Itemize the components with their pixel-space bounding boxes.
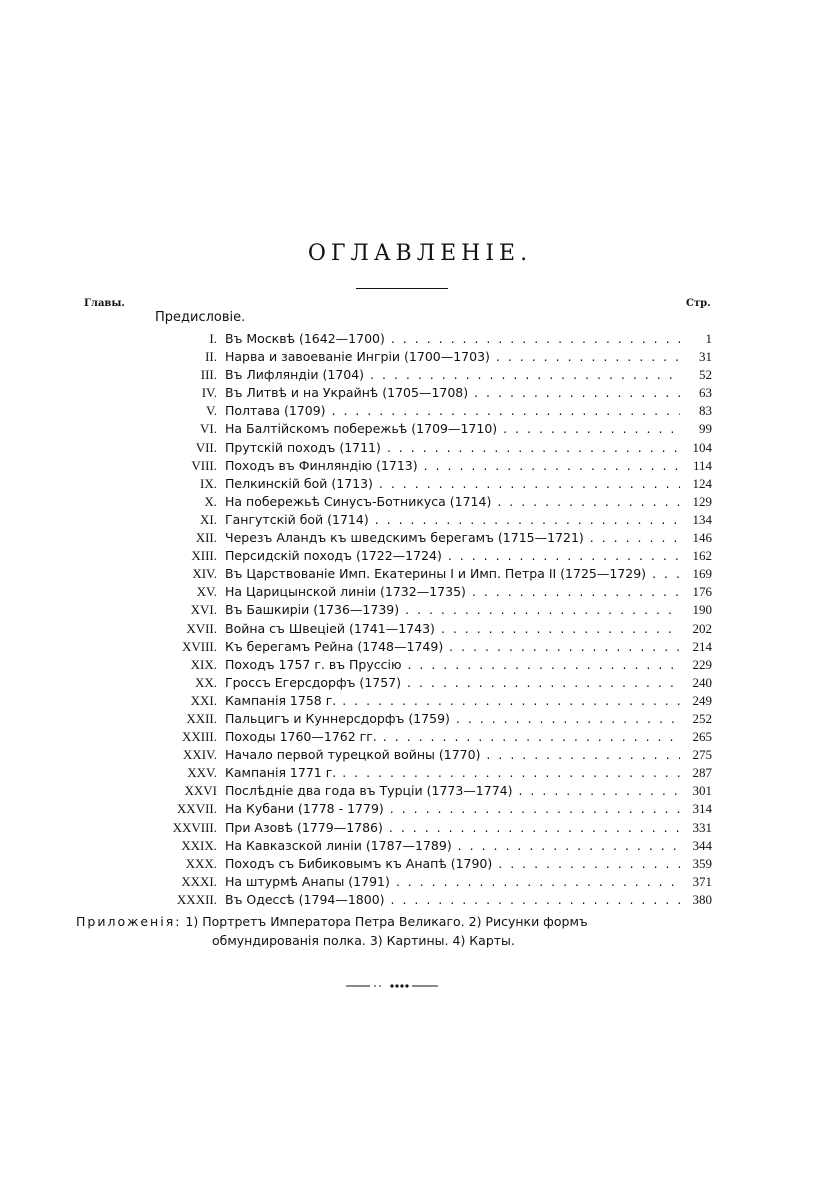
chapter-title: Кампанія 1771 г. . . .: [225, 764, 680, 782]
page-number: 287: [692, 765, 712, 781]
chapter-number: XX.: [194, 674, 217, 690]
chapter-number: II.: [205, 349, 217, 365]
page-number: 99: [699, 421, 712, 437]
chapter-number: XV.: [196, 584, 217, 600]
appendix-lead: Приложенія:: [76, 914, 182, 929]
chapter-number: VI.: [200, 421, 217, 437]
page-number: 83: [699, 403, 712, 419]
chapter-number: XXII.: [186, 710, 217, 726]
chapter-title: Походъ въ Финляндію (1713) . . .: [225, 457, 680, 475]
chapter-number: XVI.: [190, 602, 217, 618]
toc-row: [72, 746, 712, 764]
chapter-number: XIX.: [190, 656, 217, 672]
chapter-number: IX.: [200, 475, 217, 491]
chapter-number: XXXI.: [181, 873, 217, 889]
table-of-contents: [72, 330, 712, 909]
chapter-number: XXVIII.: [172, 819, 217, 835]
toc-row: [72, 674, 712, 692]
toc-row: [72, 601, 712, 619]
page-number: 1: [705, 331, 712, 346]
chapter-title: Гроссъ Егерсдорфъ (1757) . . .: [225, 674, 680, 692]
page-number: 359: [692, 855, 712, 871]
page-number: 252: [692, 710, 712, 726]
chapter-number: XIII.: [191, 548, 217, 564]
chapter-number: XVIII.: [181, 638, 217, 654]
chapter-number: XIV.: [192, 566, 217, 582]
toc-row: [72, 855, 712, 873]
toc-row: [72, 330, 712, 348]
page-number: 146: [692, 530, 712, 546]
appendix-note: [76, 912, 716, 950]
toc-row: [72, 891, 712, 909]
page-number: 134: [692, 511, 712, 527]
chapter-title: Пальцигъ и Куннерсдорфъ (1759) . . .: [225, 710, 680, 728]
chapter-number: XXV.: [187, 765, 217, 781]
toc-row: [72, 457, 712, 475]
chapter-number: XVII.: [186, 620, 217, 636]
chapter-title: На штурмѣ Анапы (1791) . . .: [225, 873, 680, 891]
page-number: 314: [692, 801, 712, 817]
toc-row: [72, 439, 712, 457]
chapters-column-label: Главы.: [84, 298, 125, 309]
chapter-title: Въ Царствованіе Имп. Екатерины I и Имп. Петра II (1725—1729) . . .: [225, 565, 680, 583]
page-number: 214: [692, 638, 712, 654]
toc-row: [72, 819, 712, 837]
toc-row: [72, 348, 712, 366]
chapter-title: На Балтійскомъ побережьѣ (1709—1710) . . .: [225, 420, 680, 438]
toc-row: [72, 402, 712, 420]
chapter-title: Нарва и завоеваніе Ингріи (1700—1703) . . .: [225, 348, 680, 366]
appendix-line-1: 1) Портретъ Императора Петра Великаго. 2) Рисунки формъ: [185, 914, 588, 929]
chapter-title: Черезъ Аландъ къ шведскимъ берегамъ (1715—1721) . . .: [225, 529, 680, 547]
chapter-number: XXIV.: [182, 747, 217, 763]
toc-row: [72, 800, 712, 818]
page-number: 162: [692, 548, 712, 564]
toc-row: [72, 420, 712, 438]
chapter-title: Въ Литвѣ и на Украйнѣ (1705—1708) . . .: [225, 384, 680, 402]
toc-row: [72, 620, 712, 638]
toc-row: [72, 764, 712, 782]
toc-row: [72, 583, 712, 601]
chapter-title: Пелкинскій бой (1713) . . .: [225, 475, 680, 493]
chapter-title: Въ Лифляндіи (1704) . . .: [225, 366, 680, 384]
closing-ornament: [0, 980, 840, 992]
page-number: 176: [692, 584, 712, 600]
page-number: 344: [692, 837, 712, 853]
title-divider: [356, 288, 448, 289]
toc-row: [72, 529, 712, 547]
chapter-title: На Царицынской линіи (1732—1735) . . .: [225, 583, 680, 601]
toc-row: [72, 511, 712, 529]
chapter-title: Къ берегамъ Рейна (1748—1749) . . .: [225, 638, 680, 656]
chapter-number: XI.: [200, 511, 217, 527]
pages-column-label: Стр.: [686, 298, 711, 309]
chapter-number: XXIX.: [181, 837, 217, 853]
toc-row: [72, 710, 712, 728]
chapter-title: Послѣдніе два года въ Турціи (1773—1774) . . .: [225, 782, 680, 800]
chapter-number: XXI.: [190, 692, 217, 708]
page-number: 124: [692, 475, 712, 491]
toc-row: [72, 366, 712, 384]
toc-row: [72, 873, 712, 891]
chapter-title: Въ Башкиріи (1736—1739) . . .: [225, 601, 680, 619]
chapter-title: На Кубани (1778 - 1779) . . .: [225, 800, 680, 818]
chapter-title: Въ Одессѣ (1794—1800) . . .: [225, 891, 680, 909]
page-number: 275: [692, 747, 712, 763]
toc-row: [72, 837, 712, 855]
toc-row: [72, 728, 712, 746]
toc-row: [72, 638, 712, 656]
chapter-title: Война съ Швеціей (1741—1743) . . .: [225, 620, 680, 638]
chapter-number: V.: [206, 403, 217, 419]
chapter-number: I.: [209, 331, 217, 346]
page-number: 52: [699, 367, 712, 383]
chapter-number: X.: [204, 493, 217, 509]
chapter-title: Походъ 1757 г. въ Пруссію . . .: [225, 656, 680, 674]
chapter-number: III.: [200, 367, 217, 383]
page-number: 371: [692, 873, 712, 889]
page-number: 31: [699, 349, 712, 365]
chapter-number: XXIII.: [181, 729, 217, 745]
chapter-number: XXXII.: [176, 891, 217, 907]
page-number: 240: [692, 674, 712, 690]
page-number: 63: [699, 385, 712, 401]
chapter-title: Полтава (1709) . . .: [225, 402, 680, 420]
page-number: 229: [692, 656, 712, 672]
chapter-title: Персидскій походъ (1722—1724) . . .: [225, 547, 680, 565]
chapter-title: При Азовѣ (1779—1786) . . .: [225, 819, 680, 837]
page-number: 249: [692, 692, 712, 708]
preface-entry: Предисловіе.: [155, 310, 246, 325]
page-number: 129: [692, 493, 712, 509]
chapter-number: XXVI: [184, 783, 217, 799]
toc-row: [72, 565, 712, 583]
chapter-number: VIII.: [191, 457, 217, 473]
chapter-title: На побережьѣ Синусъ-Ботникуса (1714) . . .: [225, 493, 680, 511]
toc-row: [72, 547, 712, 565]
toc-row: [72, 782, 712, 800]
page-number: 190: [692, 602, 712, 618]
chapter-number: XXX.: [185, 855, 217, 871]
page-number: 265: [692, 729, 712, 745]
page-title: ОГЛАВЛЕНІЕ.: [307, 241, 533, 266]
page-number: 202: [692, 620, 712, 636]
page-number: 331: [692, 819, 712, 835]
chapter-title: Гангутскій бой (1714) . . .: [225, 511, 680, 529]
appendix-line-2: обмундированія полка. 3) Картины. 4) Карты.: [212, 933, 515, 948]
page-number: 380: [692, 891, 712, 907]
toc-row: [72, 493, 712, 511]
page-number: 114: [692, 457, 712, 473]
chapter-number: XII.: [195, 530, 217, 546]
toc-row: [72, 384, 712, 402]
chapter-title: Походъ съ Бибиковымъ къ Анапѣ (1790) . . .: [225, 855, 680, 873]
chapter-title: Въ Москвѣ (1642—1700) . . .: [225, 330, 680, 348]
chapter-title: Начало первой турецкой войны (1770) . . .: [225, 746, 680, 764]
page-number: 104: [692, 439, 712, 455]
page-number: 169: [692, 566, 712, 582]
toc-row: [72, 656, 712, 674]
chapter-title: Прутскій походъ (1711) . . .: [225, 439, 680, 457]
toc-row: [72, 475, 712, 493]
chapter-number: VII.: [195, 439, 217, 455]
chapter-title: На Кавказской линіи (1787—1789) . . .: [225, 837, 680, 855]
chapter-title: Походы 1760—1762 гг. . . .: [225, 728, 680, 746]
chapter-number: IV.: [201, 385, 217, 401]
toc-row: [72, 692, 712, 710]
chapter-title: Кампанія 1758 г. . . .: [225, 692, 680, 710]
page-number: 301: [692, 783, 712, 799]
chapter-number: XXVII.: [176, 801, 217, 817]
